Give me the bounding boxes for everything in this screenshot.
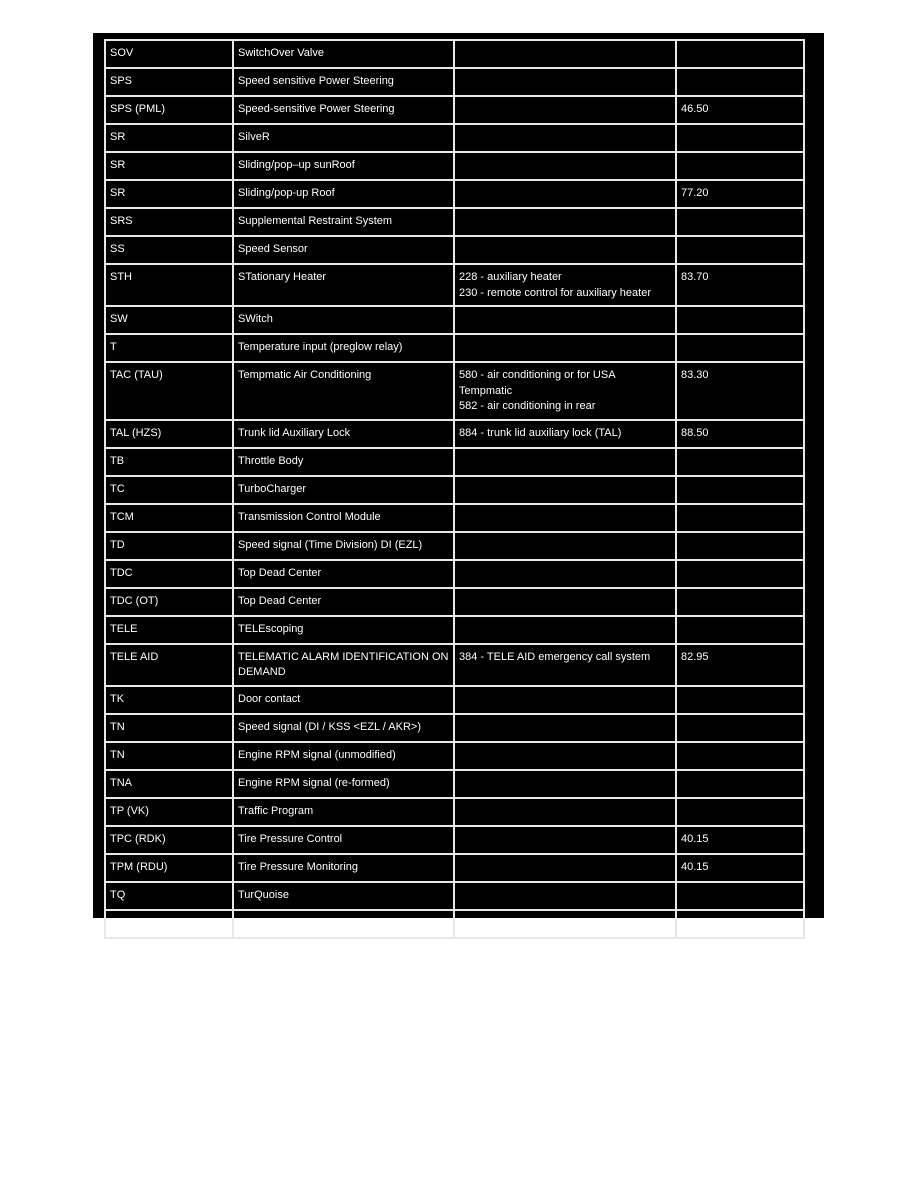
abbreviation-cell: TQ bbox=[105, 882, 233, 910]
abbreviation-cell: TC bbox=[105, 476, 233, 504]
meaning-cell: Speed signal (Time Division) DI (EZL) bbox=[233, 532, 454, 560]
reference-cell bbox=[676, 476, 804, 504]
meaning-cell: Throttle Body bbox=[233, 448, 454, 476]
table-row bbox=[105, 420, 804, 448]
code-line: 230 - remote control for auxiliary heater bbox=[459, 286, 651, 299]
reference-cell bbox=[676, 448, 804, 476]
abbreviation-cell: TNA bbox=[105, 770, 233, 798]
table-row bbox=[105, 616, 804, 644]
reference-cell bbox=[676, 124, 804, 152]
code-cell bbox=[454, 306, 676, 334]
meaning-cell: Speed signal (DI / KSS <EZL / AKR>) bbox=[233, 714, 454, 742]
code-line: 228 - auxiliary heater bbox=[459, 271, 562, 283]
abbreviation-cell: TPM (RDU) bbox=[105, 854, 233, 882]
reference-cell bbox=[676, 152, 804, 180]
meaning-cell: TurQuoise bbox=[233, 882, 454, 910]
table-row bbox=[105, 152, 804, 180]
code-cell bbox=[454, 826, 676, 854]
code-cell bbox=[454, 910, 676, 938]
table-row bbox=[105, 236, 804, 264]
reference-cell bbox=[676, 40, 804, 68]
abbreviation-cell: TN bbox=[105, 742, 233, 770]
abbreviation-cell: TELE AID bbox=[105, 644, 233, 686]
code-cell bbox=[454, 96, 676, 124]
code-cell bbox=[454, 476, 676, 504]
reference-cell: 83.30 bbox=[676, 362, 804, 420]
abbreviation-cell: TPC (RDK) bbox=[105, 826, 233, 854]
table-row bbox=[105, 504, 804, 532]
code-cell bbox=[454, 448, 676, 476]
table-row bbox=[105, 306, 804, 334]
abbreviation-cell: TP (VK) bbox=[105, 798, 233, 826]
reference-cell bbox=[676, 504, 804, 532]
table-row bbox=[105, 826, 804, 854]
reference-cell: 40.15 bbox=[676, 826, 804, 854]
meaning-cell: Sliding/pop–up sunRoof bbox=[233, 152, 454, 180]
meaning-cell: Speed sensitive Power Steering bbox=[233, 68, 454, 96]
abbreviation-cell: STH bbox=[105, 264, 233, 306]
code-cell bbox=[454, 420, 676, 448]
meaning-cell: Temperature input (preglow relay) bbox=[233, 334, 454, 362]
code-cell bbox=[454, 362, 676, 420]
reference-cell bbox=[676, 798, 804, 826]
code-cell bbox=[454, 770, 676, 798]
reference-cell: 46.50 bbox=[676, 96, 804, 124]
abbreviation-cell: SRS bbox=[105, 208, 233, 236]
reference-cell bbox=[676, 68, 804, 96]
meaning-cell: SilveR bbox=[233, 124, 454, 152]
reference-cell bbox=[676, 742, 804, 770]
reference-cell bbox=[676, 208, 804, 236]
code-cell bbox=[454, 644, 676, 686]
table-row bbox=[105, 742, 804, 770]
table-row bbox=[105, 714, 804, 742]
table-row bbox=[105, 686, 804, 714]
meaning-cell: Tire Pressure Monitoring bbox=[233, 854, 454, 882]
meaning-cell: SwitchOver Valve bbox=[233, 40, 454, 68]
table-row bbox=[105, 798, 804, 826]
code-cell bbox=[454, 560, 676, 588]
table-row bbox=[105, 770, 804, 798]
code-cell bbox=[454, 742, 676, 770]
abbreviation-cell: SR bbox=[105, 180, 233, 208]
abbreviation-cell: SOV bbox=[105, 40, 233, 68]
code-cell bbox=[454, 180, 676, 208]
table-row bbox=[105, 644, 804, 686]
abbreviation-cell: TDC bbox=[105, 560, 233, 588]
meaning-cell: STationary Heater bbox=[233, 264, 454, 306]
code-cell bbox=[454, 152, 676, 180]
reference-cell bbox=[676, 770, 804, 798]
table-row bbox=[105, 910, 804, 938]
abbreviation-cell: SS bbox=[105, 236, 233, 264]
abbreviation-cell: TDC (OT) bbox=[105, 588, 233, 616]
abbreviation-cell: SR bbox=[105, 152, 233, 180]
code-cell bbox=[454, 334, 676, 362]
code-line: 580 - air conditioning or for USA bbox=[459, 369, 616, 381]
reference-cell: 88.50 bbox=[676, 420, 804, 448]
meaning-cell: Trunk lid Auxiliary Lock bbox=[233, 420, 454, 448]
abbreviation-cell: T bbox=[105, 334, 233, 362]
abbreviation-cell: TRAP bbox=[105, 910, 233, 938]
abbreviation-cell: SR bbox=[105, 124, 233, 152]
meaning-cell: Speed-sensitive Power Steering bbox=[233, 96, 454, 124]
table-row bbox=[105, 68, 804, 96]
code-cell bbox=[454, 264, 676, 306]
table-row bbox=[105, 532, 804, 560]
abbreviation-table bbox=[104, 39, 805, 939]
abbreviation-cell: SPS (PML) bbox=[105, 96, 233, 124]
code-cell bbox=[454, 532, 676, 560]
reference-cell bbox=[676, 236, 804, 264]
reference-cell bbox=[676, 532, 804, 560]
meaning-cell: Engine RPM signal (re-formed) bbox=[233, 770, 454, 798]
meaning-cell: Top Dead Center bbox=[233, 588, 454, 616]
meaning-cell: Traffic Program bbox=[233, 798, 454, 826]
table-row bbox=[105, 476, 804, 504]
reference-cell bbox=[676, 882, 804, 910]
meaning-cell: TurboCharger bbox=[233, 476, 454, 504]
table-row bbox=[105, 448, 804, 476]
table-row bbox=[105, 180, 804, 208]
meaning-cell: Engine RPM signal (unmodified) bbox=[233, 742, 454, 770]
abbreviation-cell: TB bbox=[105, 448, 233, 476]
meaning-cell: Sliding/pop-up Roof bbox=[233, 180, 454, 208]
meaning-cell: TRAP oxidizer bbox=[233, 910, 454, 938]
abbreviation-cell: SW bbox=[105, 306, 233, 334]
code-cell bbox=[454, 686, 676, 714]
meaning-cell: Supplemental Restraint System bbox=[233, 208, 454, 236]
code-cell bbox=[454, 504, 676, 532]
code-cell bbox=[454, 124, 676, 152]
table-row bbox=[105, 882, 804, 910]
table-row bbox=[105, 40, 804, 68]
code-cell bbox=[454, 616, 676, 644]
code-cell bbox=[454, 588, 676, 616]
code-cell bbox=[454, 236, 676, 264]
abbreviation-cell: TCM bbox=[105, 504, 233, 532]
code-cell bbox=[454, 68, 676, 96]
reference-cell: 77.20 bbox=[676, 180, 804, 208]
code-line: 384 - TELE AID emergency call system bbox=[459, 650, 651, 663]
code-line: 582 - air conditioning in rear bbox=[459, 400, 596, 412]
table-row bbox=[105, 588, 804, 616]
table-row bbox=[105, 208, 804, 236]
code-line: 884 - trunk lid auxiliary lock (TAL) bbox=[459, 426, 622, 439]
reference-cell bbox=[676, 334, 804, 362]
code-cell bbox=[454, 40, 676, 68]
table-row bbox=[105, 96, 804, 124]
reference-cell bbox=[676, 560, 804, 588]
table-row bbox=[105, 362, 804, 420]
abbreviation-cell: TD bbox=[105, 532, 233, 560]
meaning-cell: SWitch bbox=[233, 306, 454, 334]
reference-cell: 82.95 bbox=[676, 644, 804, 686]
abbreviation-cell: TK bbox=[105, 686, 233, 714]
meaning-cell: Transmission Control Module bbox=[233, 504, 454, 532]
meaning-cell: TELEscoping bbox=[233, 616, 454, 644]
reference-cell bbox=[676, 910, 804, 938]
reference-cell: 83.70 bbox=[676, 264, 804, 306]
abbreviation-cell: TAC (TAU) bbox=[105, 362, 233, 420]
reference-cell bbox=[676, 686, 804, 714]
code-cell bbox=[454, 854, 676, 882]
meaning-cell: Door contact bbox=[233, 686, 454, 714]
table-row bbox=[105, 560, 804, 588]
abbreviation-cell: SPS bbox=[105, 68, 233, 96]
meaning-cell: Tempmatic Air Conditioning bbox=[233, 362, 454, 420]
code-cell bbox=[454, 882, 676, 910]
reference-cell bbox=[676, 616, 804, 644]
code-cell bbox=[454, 714, 676, 742]
table-body bbox=[105, 40, 804, 938]
table-row bbox=[105, 854, 804, 882]
abbreviation-cell: TELE bbox=[105, 616, 233, 644]
abbreviation-cell: TAL (HZS) bbox=[105, 420, 233, 448]
abbreviation-cell: TN bbox=[105, 714, 233, 742]
table-row bbox=[105, 264, 804, 306]
meaning-cell: Speed Sensor bbox=[233, 236, 454, 264]
reference-cell: 40.15 bbox=[676, 854, 804, 882]
table-row bbox=[105, 334, 804, 362]
meaning-cell: Tire Pressure Control bbox=[233, 826, 454, 854]
code-cell bbox=[454, 798, 676, 826]
reference-cell bbox=[676, 588, 804, 616]
code-cell bbox=[454, 208, 676, 236]
reference-cell bbox=[676, 714, 804, 742]
reference-cell bbox=[676, 306, 804, 334]
table-row bbox=[105, 124, 804, 152]
meaning-cell: Top Dead Center bbox=[233, 560, 454, 588]
meaning-cell: TELEMATIC ALARM IDENTIFICATION ON DEMAND bbox=[233, 644, 454, 686]
code-line: Tempmatic bbox=[459, 384, 513, 397]
